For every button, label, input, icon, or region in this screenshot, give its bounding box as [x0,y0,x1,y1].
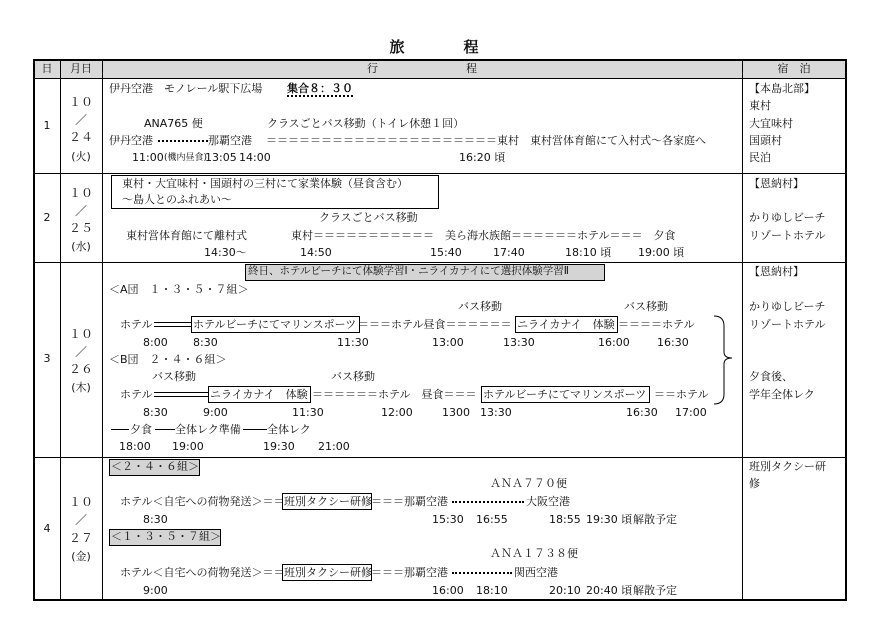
page-title: 旅 程 [389,38,501,56]
d1-flight: ANA765 便 [144,117,203,130]
header-day: 日 [41,62,53,75]
d2-lodging: 【恩納村】 [749,177,804,190]
d4-group-a: ＜１・３・５・７組＞ [111,530,221,543]
d3-b-hotel: ホテル [120,388,153,401]
d3-eve-rec: 全体レク [267,423,311,436]
d3-b-time: 17:00 [675,406,707,419]
d3-a-time: 11:30 [337,336,369,349]
d4-group-b: ＜２・４・６組＞ [111,460,199,473]
day-number: 4 [43,522,51,535]
d3-a-time: 8:00 [143,336,168,349]
d4-row2-start: ホテル＜自宅への荷物発送＞＝＝ [120,566,285,579]
d3-a-connector [154,326,191,327]
date-month: １０ [68,95,93,109]
d4-flight-line [452,572,512,574]
d3-b-mid: ＝＝＝＝＝＝ホテル 昼食＝＝＝ [312,388,477,401]
table-border-bottom [33,599,847,601]
date-slash: ／ [74,113,87,127]
d4-row2-naha: ＝＝＝那覇空港 [371,566,448,579]
date-weekday: (木) [71,381,91,394]
d3-eve-time: 21:00 [318,440,350,453]
row-divider [33,457,847,458]
d1-time: 16:20 頃 [459,151,506,164]
d4-time: 20:10 [549,584,581,597]
d1-time-note: (機内昼食) [164,153,208,163]
d2-route: 東村営体育館にて離村式 東村＝＝＝＝＝＝＝＝＝＝＝ 美ら海水族館＝＝＝＝＝＝ホテル＝＝＝ 夕食 [126,229,676,242]
day-number: 1 [43,119,51,132]
date-day: ２５ [68,221,93,235]
d3-group-b: ＜B団 ２・４・６組＞ [109,353,227,366]
d3-b-time: 16:30 [626,406,658,419]
date-month: １０ [68,495,93,509]
d1-meeting-time: 集合８：３０ [287,82,353,95]
header-itinerary: 行 程 [367,62,477,75]
table-border-right [845,59,847,601]
d4-row1-naha: ＝＝＝那覇空港 [371,495,448,508]
date-slash: ／ [74,345,87,359]
d3-eve-time: 18:00 [119,440,151,453]
column-divider [742,59,743,601]
d3-b-activity1: ニライカナイ 体験 [210,388,308,401]
d2-activity-sub: ～島人とのふれあい～ [122,193,232,206]
d4-row1-start: ホテル＜自宅への荷物発送＞＝＝ [120,495,285,508]
d2-lodging: リゾートホテル [749,229,826,242]
d1-meeting-place: 伊丹空港 モノレール駅下広場 [109,82,263,95]
d1-time: 11:00 [132,151,164,164]
d3-group-a: ＜A団 １・３・５・７組＞ [109,283,249,296]
d3-brace [710,314,742,406]
d2-time: 18:10 頃 [565,246,612,259]
d4-row1-dest: 大阪空港 [526,495,570,508]
row-divider [33,262,847,263]
d4-taxi: 班別タクシー研修 [284,566,372,579]
d1-lodging: 東村 [749,99,771,112]
d4-time: 19:30 頃 [586,513,633,526]
d3-lodging: 夕食後、 [749,370,793,383]
d4-flight-b: ＡＮＡ７７０便 [490,477,567,490]
date-slash: ／ [74,204,87,218]
d3-eve-line [155,429,175,430]
d1-lodging: 国頭村 [749,134,782,147]
d3-bus-b: バス移動 [331,370,375,383]
d1-lodging: 【本島北部】 [749,82,815,95]
d1-flight-line [158,140,208,142]
d3-a-time: 16:00 [598,336,630,349]
d3-eve-line [243,429,267,430]
d1-lodging: 民泊 [749,151,771,164]
d2-time: 19:00 頃 [638,246,685,259]
d3-eve-time: 19:00 [172,440,204,453]
d3-a-time: 13:00 [432,336,464,349]
d3-b-time: 13:30 [480,406,512,419]
d1-route-naha: 那覇空港 [208,134,252,147]
row-divider [33,78,847,79]
d3-eve-dinner: 夕食 [130,423,152,436]
date-month: １０ [68,186,93,200]
d2-time: 17:40 [493,246,525,259]
d3-a-mid: ＝＝＝ホテル昼食＝＝＝＝＝＝ [358,318,512,331]
d3-b-time: 8:30 [143,406,168,419]
d3-lodging: リゾートホテル [749,318,826,331]
d2-time: 15:40 [430,246,462,259]
d3-b-time: 11:30 [292,406,324,419]
d4-flight-a: ＡＮＡ１７３８便 [490,547,578,560]
d3-a-time: 16:30 [657,336,689,349]
d4-time: 18:55 [549,513,581,526]
d1-time: 14:00 [239,151,271,164]
d3-a-end: ＝＝＝＝ホテル [618,318,695,331]
d4-time: 20:40 頃 [586,584,633,597]
date-day: ２４ [68,130,93,144]
date-slash: ／ [74,513,87,527]
d3-lodging: 学年全体レク [749,388,815,401]
d3-b-connector [154,396,208,397]
d4-taxi: 班別タクシー研修 [284,495,372,508]
d2-time: 14:50 [300,246,332,259]
d1-bus: クラスごとバス移動（トイレ休憩１回） [267,117,465,130]
d3-eve-time: 19:30 [263,440,295,453]
d4-time: 8:30 [143,513,168,526]
d2-time: 14:30～ [204,246,247,259]
d3-b-connector [154,392,208,393]
d3-bus-a: バス移動 [624,300,668,313]
date-day: ２６ [68,362,93,376]
d3-a-connector [154,322,191,323]
d3-a-activity1: ホテルビーチにてマリンスポーツ [193,318,357,331]
d3-lodging: 【恩納村】 [749,265,804,278]
d2-bus: クラスごとバス移動 [319,211,418,224]
day-number: 3 [43,352,51,365]
d4-time: 16:00 [432,584,464,597]
d3-b-time: 9:00 [203,406,228,419]
d4-flight-line [452,501,524,503]
table-border-left [33,59,35,601]
d4-time-note: 解散予定 [633,513,677,526]
d2-activity: 東村・大宜味村・国頭村の三村にて家業体験（昼食含む） [122,177,408,190]
d3-b-activity2: ホテルビーチにてマリンスポーツ [483,388,647,401]
d1-lodging: 大宜味村 [749,117,793,130]
d4-row2-dest: 関西空港 [514,566,558,579]
d3-a-hotel: ホテル [120,318,153,331]
d4-time: 18:10 [476,584,508,597]
d4-lodging: 修 [749,477,760,490]
day-number: 2 [43,211,51,224]
header-date: 月日 [70,62,92,75]
date-day: ２７ [68,531,93,545]
d4-time: 16:55 [476,513,508,526]
d4-lodging: 班別タクシー研 [749,460,826,473]
d1-route-rest: ＝＝＝＝＝＝＝＝＝＝＝＝＝＝＝＝＝＝＝＝＝東村 東村営体育館にて入村式～各家庭へ [266,134,706,147]
table-border-top [33,59,847,61]
d3-bus-a: バス移動 [458,300,502,313]
d3-lodging: かりゆしビーチ [749,300,826,313]
d3-bus-b: バス移動 [152,370,196,383]
d1-time: 13:05 [205,151,237,164]
d4-time-note: 解散予定 [633,584,677,597]
date-month: １０ [68,327,93,341]
row-divider [33,173,847,174]
d3-b-end: ＝＝ホテル [654,388,709,401]
date-weekday: (水) [71,240,91,253]
d3-b-time: 12:00 [381,406,413,419]
header-lodging: 宿 泊 [777,62,811,75]
column-divider [102,59,103,601]
d1-route-origin: 伊丹空港 [109,134,153,147]
d2-lodging: かりゆしビーチ [749,211,826,224]
date-weekday: (火) [71,150,91,163]
d3-a-time: 8:30 [193,336,218,349]
d3-eve-prep: 全体レク準備 [175,423,241,436]
d3-banner: 終日、ホテルビーチにて体験学習Ⅰ・ニライカナイにて選択体験学習Ⅱ [248,265,569,277]
d3-a-time: 13:30 [503,336,535,349]
d3-eve-line [111,429,129,430]
d3-a-activity2: ニライカナイ 体験 [517,318,615,331]
d3-b-time: 1300 [442,406,470,419]
date-weekday: (金) [71,550,91,563]
d4-time: 9:00 [143,584,168,597]
d4-time: 15:30 [432,513,464,526]
